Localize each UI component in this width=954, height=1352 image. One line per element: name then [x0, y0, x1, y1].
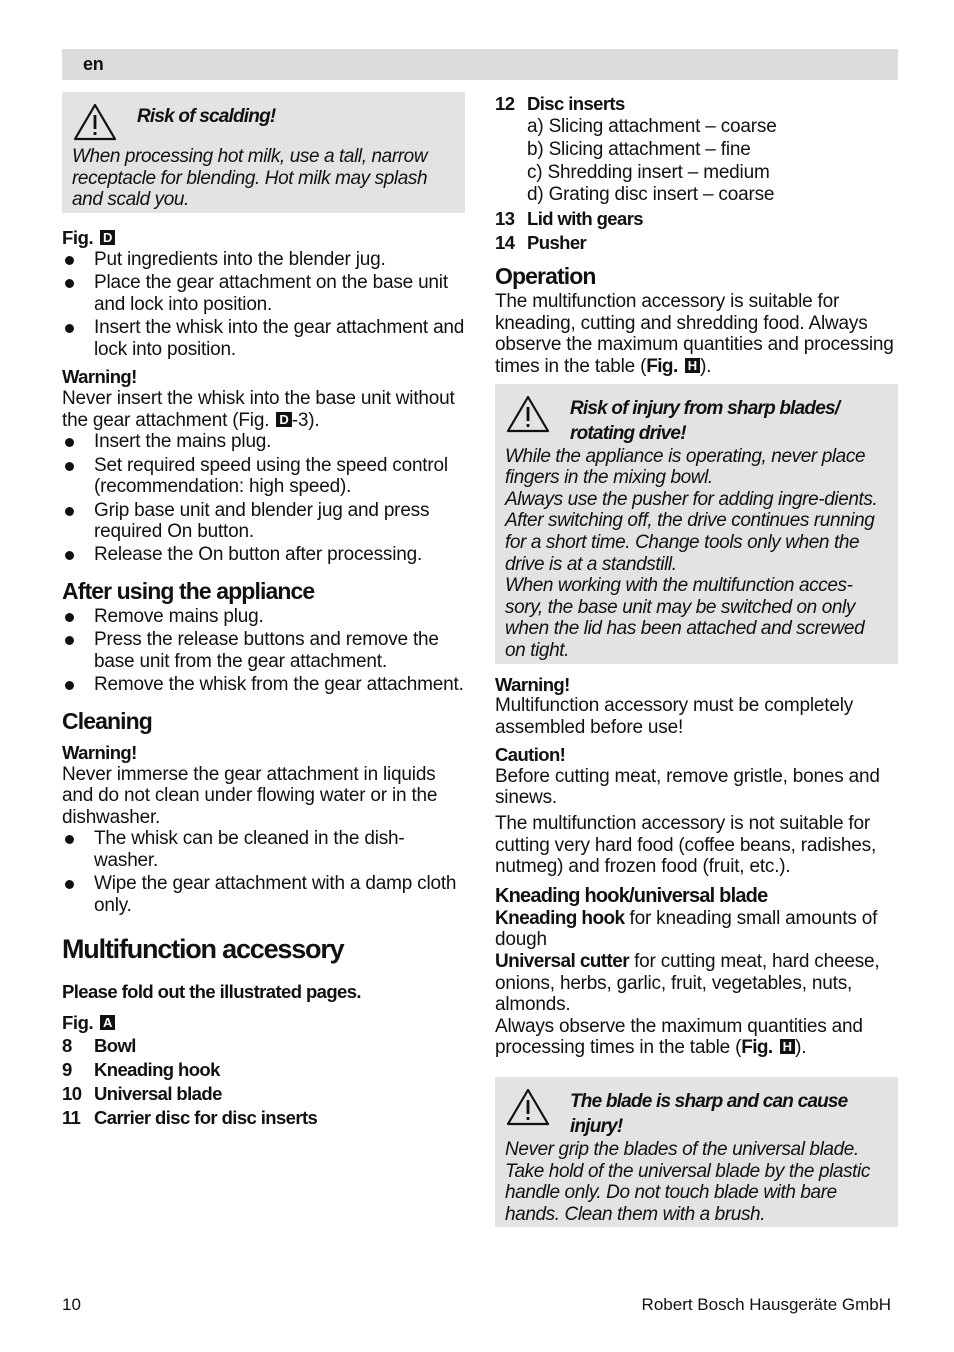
- figure-letter-badge: A: [100, 1015, 115, 1030]
- steps-list: [62, 606, 465, 696]
- figure-reference: Fig. A: [62, 1012, 465, 1034]
- list-item: Set required speed using the speed control (recommendation: high speed).: [62, 455, 465, 498]
- steps-list: [62, 431, 465, 566]
- warning-paragraph: Never immerse the gear attachment in liquids and do not clean under flowing water or in the dishwasher.: [62, 763, 438, 828]
- figure-reference: Fig. D: [62, 227, 465, 249]
- section-heading: Cleaning: [62, 708, 152, 735]
- blade-warning-box: [495, 1077, 898, 1227]
- warning-text: Always use the pusher for adding ingre-dients. After switching off, the drive continues running for a short time. Change tools only when the drive is at a standstill.: [505, 488, 878, 575]
- list-item: d) Grating disc insert – coarse: [527, 184, 775, 206]
- list-item: 8 Bowl: [62, 1035, 136, 1057]
- parts-list: [495, 92, 898, 116]
- operation-paragraph: The multifunction accessory is suitable for kneading, cutting and shredding food. Always observe the maximum quantities and processing times in the table (Fig. H ).: [495, 291, 894, 377]
- section-heading: After using the appliance: [62, 578, 315, 605]
- warning-label: Warning!: [62, 742, 137, 764]
- list-item: 11 Carrier disc for disc inserts: [62, 1107, 318, 1129]
- scalding-warning-box: [62, 92, 465, 213]
- page-number: 10: [62, 1295, 81, 1314]
- figure-letter-badge: D: [100, 230, 115, 245]
- figure-letter-badge: H: [780, 1039, 795, 1054]
- list-item: Remove the whisk from the gear attachment.: [62, 674, 465, 696]
- warning-paragraph: Never insert the whisk into the base unit without the gear attachment (Fig. D -3).: [62, 387, 455, 431]
- parts-list: [495, 207, 898, 255]
- list-item: Place the gear attachment on the base unit and lock into position.: [62, 272, 465, 315]
- warning-text: When processing hot milk, use a tall, narrow receptacle for blending. Hot milk may splash and scald you.: [72, 146, 428, 211]
- list-item: 12 Disc inserts: [495, 93, 625, 114]
- list-item: 9 Kneading hook: [62, 1059, 220, 1081]
- warning-title: The blade is sharp and can cause injury!: [570, 1091, 848, 1137]
- list-item: a) Slicing attachment – coarse: [527, 116, 777, 137]
- company-name: Robert Bosch Hausgeräte GmbH: [641, 1295, 891, 1314]
- warning-triangle-icon: [505, 1087, 551, 1127]
- section-heading: Kneading hook/universal blade: [495, 884, 768, 907]
- list-item: 13 Lid with gears: [495, 208, 643, 230]
- list-item: Remove mains plug.: [62, 606, 465, 628]
- warning-text: When working with the multifunction acces-sory, the base unit may be switched on only when the lid has been attached and screwed on tight.: [505, 575, 865, 661]
- kneading-paragraph: Kneading hook for kneading small amounts of dough: [495, 907, 878, 951]
- list-item: 10 Universal blade: [62, 1083, 222, 1105]
- parts-list: [62, 1034, 465, 1130]
- warning-text: While the appliance is operating, never place fingers in the mixing bowl.: [505, 445, 866, 489]
- observe-paragraph: Always observe the maximum quantities and processing times in the table (Fig. H ).: [495, 1015, 863, 1059]
- warning-title: Risk of scalding!: [137, 106, 276, 127]
- steps-list: [62, 249, 465, 361]
- list-item: Grip base unit and blender jug and press required On button.: [62, 500, 465, 543]
- left-column: [62, 92, 465, 1130]
- caution-label: Caution!: [495, 744, 566, 766]
- sharp-blades-warning-box: [495, 384, 898, 664]
- warning-paragraph: Multifunction accessory must be completely assembled before use!: [495, 695, 854, 738]
- warning-label: Warning!: [62, 366, 137, 388]
- cutter-paragraph: Universal cutter for cutting meat, hard cheese, onions, herbs, garlic, fruit, vegetables, nuts, almonds.: [495, 951, 880, 1016]
- list-item: b) Slicing attachment – fine: [527, 138, 751, 160]
- disc-inserts-list: [495, 116, 898, 207]
- warning-title: Risk of injury from sharp blades/ rotating drive!: [570, 397, 840, 444]
- fold-out-note: Please fold out the illustrated pages.: [62, 980, 361, 1002]
- section-heading: Operation: [495, 263, 596, 290]
- list-item: The whisk can be cleaned in the dish-washer.: [62, 828, 465, 871]
- suitability-paragraph: The multifunction accessory is not suitable for cutting very hard food (coffee beans, radishes, nutmeg) and frozen food (fruit, etc.).: [495, 813, 877, 878]
- language-header: [62, 49, 898, 80]
- figure-letter-badge: H: [685, 358, 700, 373]
- list-item: Insert the whisk into the gear attachment and lock into position.: [62, 317, 465, 360]
- section-heading: Multifunction accessory: [62, 933, 344, 964]
- list-item: 14 Pusher: [495, 232, 587, 254]
- list-item: c) Shredding insert – medium: [527, 161, 770, 183]
- warning-triangle-icon: [72, 102, 118, 142]
- warning-text: Never grip the blades of the universal blade. Take hold of the universal blade by the plastic handle only. Do not touch blade with bare hands. Clean them with a brush.: [505, 1139, 870, 1225]
- warning-triangle-icon: [505, 394, 551, 434]
- list-item: Press the release buttons and remove the base unit from the gear attachment.: [62, 629, 465, 672]
- list-item: Put ingredients into the blender jug.: [62, 249, 465, 271]
- figure-letter-badge: D: [276, 412, 291, 427]
- warning-label: Warning!: [495, 673, 570, 695]
- steps-list: [62, 828, 465, 916]
- language-code: en: [83, 54, 104, 74]
- list-item: Release the On button after processing.: [62, 544, 465, 566]
- list-item: Insert the mains plug.: [62, 431, 465, 453]
- list-item: Wipe the gear attachment with a damp cloth only.: [62, 873, 465, 916]
- caution-paragraph: Before cutting meat, remove gristle, bones and sinews.: [495, 765, 880, 809]
- right-column: [495, 92, 898, 1237]
